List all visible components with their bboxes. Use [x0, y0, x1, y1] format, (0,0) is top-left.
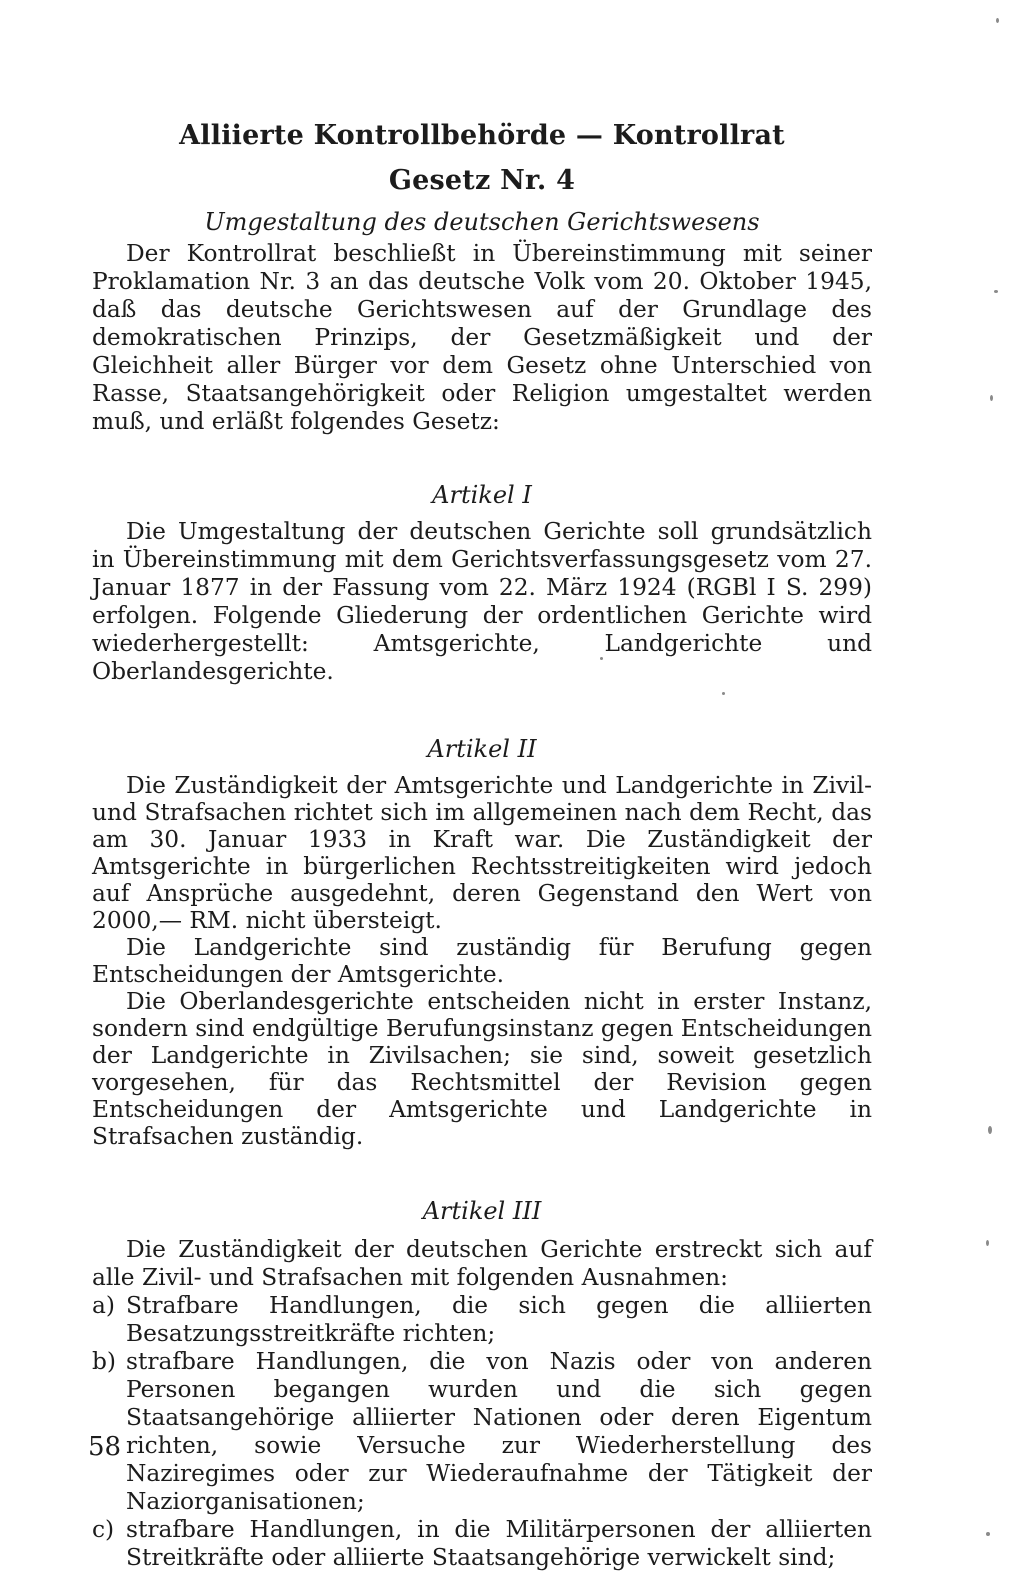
list-item-marker: a)	[92, 1292, 115, 1319]
list-item-marker: b)	[92, 1348, 117, 1375]
list-item	[92, 1348, 872, 1516]
article-paragraph: Die Zuständigkeit der deutschen Gerichte erstreckt sich auf alle Zivil- und Strafsachen mit folgenden Ausnahmen:	[92, 1236, 872, 1291]
scan-speck	[986, 1240, 989, 1246]
article-paragraph: Die Landgerichte sind zuständig für Berufung gegen Entscheidungen der Amtsgerichte.	[92, 934, 872, 988]
list-item-marker: c)	[92, 1516, 115, 1543]
article-3	[92, 1196, 872, 1572]
law-subtitle: Umgestaltung des deutschen Gerichtswesens	[204, 208, 760, 236]
scan-speck	[986, 1532, 990, 1536]
list-item	[92, 1292, 872, 1348]
list-item-text: strafbare Handlungen, in die Militärpersonen der alliierten Streitkräfte oder alliierte Staatsangehörige verwickelt sind;	[126, 1516, 872, 1571]
list-item-text: strafbare Handlungen, die von Nazis oder von anderen Personen begangen wurden und die sich gegen Staatsangehörige alliierter Nationen oder deren Eigentum richten, sowie Versuche zur Wiederherstellung des Naziregimes oder zur Wiederaufnahme der Tätigkeit der Naziorganisationen;	[126, 1348, 872, 1515]
document-authority-heading: Alliierte Kontrollbehörde — Kontrollrat	[179, 120, 785, 151]
article-title: Artikel I	[432, 481, 532, 509]
document-page	[92, 110, 872, 1572]
article-paragraph: Die Zuständigkeit der Amtsgerichte und Landgerichte in Zivil- und Strafsachen richtet sich im allgemeinen nach dem Recht, das am 30. Januar 1933 in Kraft war. Die Zuständigkeit der Amtsgerichte in bürgerlichen Rechtsstreitigkeiten wird jedoch auf Ansprüche ausgedehnt, deren Gegenstand den Wert von 2000,— RM. nicht übersteigt.	[92, 772, 872, 934]
article-title: Artikel II	[427, 735, 537, 763]
list-item	[92, 1516, 872, 1572]
scan-speck	[722, 692, 725, 695]
scan-speck	[994, 290, 998, 293]
page-number: 58	[88, 1432, 122, 1462]
preamble-paragraph: Der Kontrollrat beschließt in Übereinstimmung mit seiner Proklamation Nr. 3 an das deutsche Volk vom 20. Oktober 1945, daß das deutsche Gerichtswesen auf der Grundlage des demokratischen Prinzips, der Gesetzmäßigkeit und der Gleichheit aller Bürger vor dem Gesetz ohne Unterschied von Rasse, Staatsangehörigkeit oder Religion umgestaltet werden muß, und erläßt folgendes Gesetz:	[92, 240, 872, 435]
article-title: Artikel III	[422, 1197, 542, 1225]
article-2	[92, 734, 872, 1150]
exception-list	[92, 1292, 872, 1572]
article-paragraph: Die Oberlandesgerichte entscheiden nicht in erster Instanz, sondern sind endgültige Berufungsinstanz gegen Entscheidungen der Landgerichte in Zivilsachen; sie sind, soweit gesetzlich vorgesehen, für das Rechtsmittel der Revision gegen Entscheidungen der Amtsgerichte und Landgerichte in Strafsachen zuständig.	[92, 988, 872, 1150]
list-item-text: Strafbare Handlungen, die sich gegen die alliierten Besatzungsstreitkräfte richten;	[126, 1292, 872, 1347]
law-title: Gesetz Nr. 4	[388, 165, 576, 196]
scan-speck	[996, 18, 999, 23]
scan-speck	[600, 657, 603, 660]
scan-speck	[990, 395, 993, 401]
article-1	[92, 480, 872, 686]
scan-speck	[988, 1126, 992, 1134]
article-paragraph: Die Umgestaltung der deutschen Gerichte soll grundsätzlich in Übereinstimmung mit dem Gerichtsverfassungsgesetz vom 27. Januar 1877 in der Fassung vom 22. März 1924 (RGBl I S. 299) erfolgen. Folgende Gliederung der ordentlichen Gerichte wird wiederhergestellt: Amtsgerichte, Landgerichte und Oberlandesgerichte.	[92, 518, 872, 685]
